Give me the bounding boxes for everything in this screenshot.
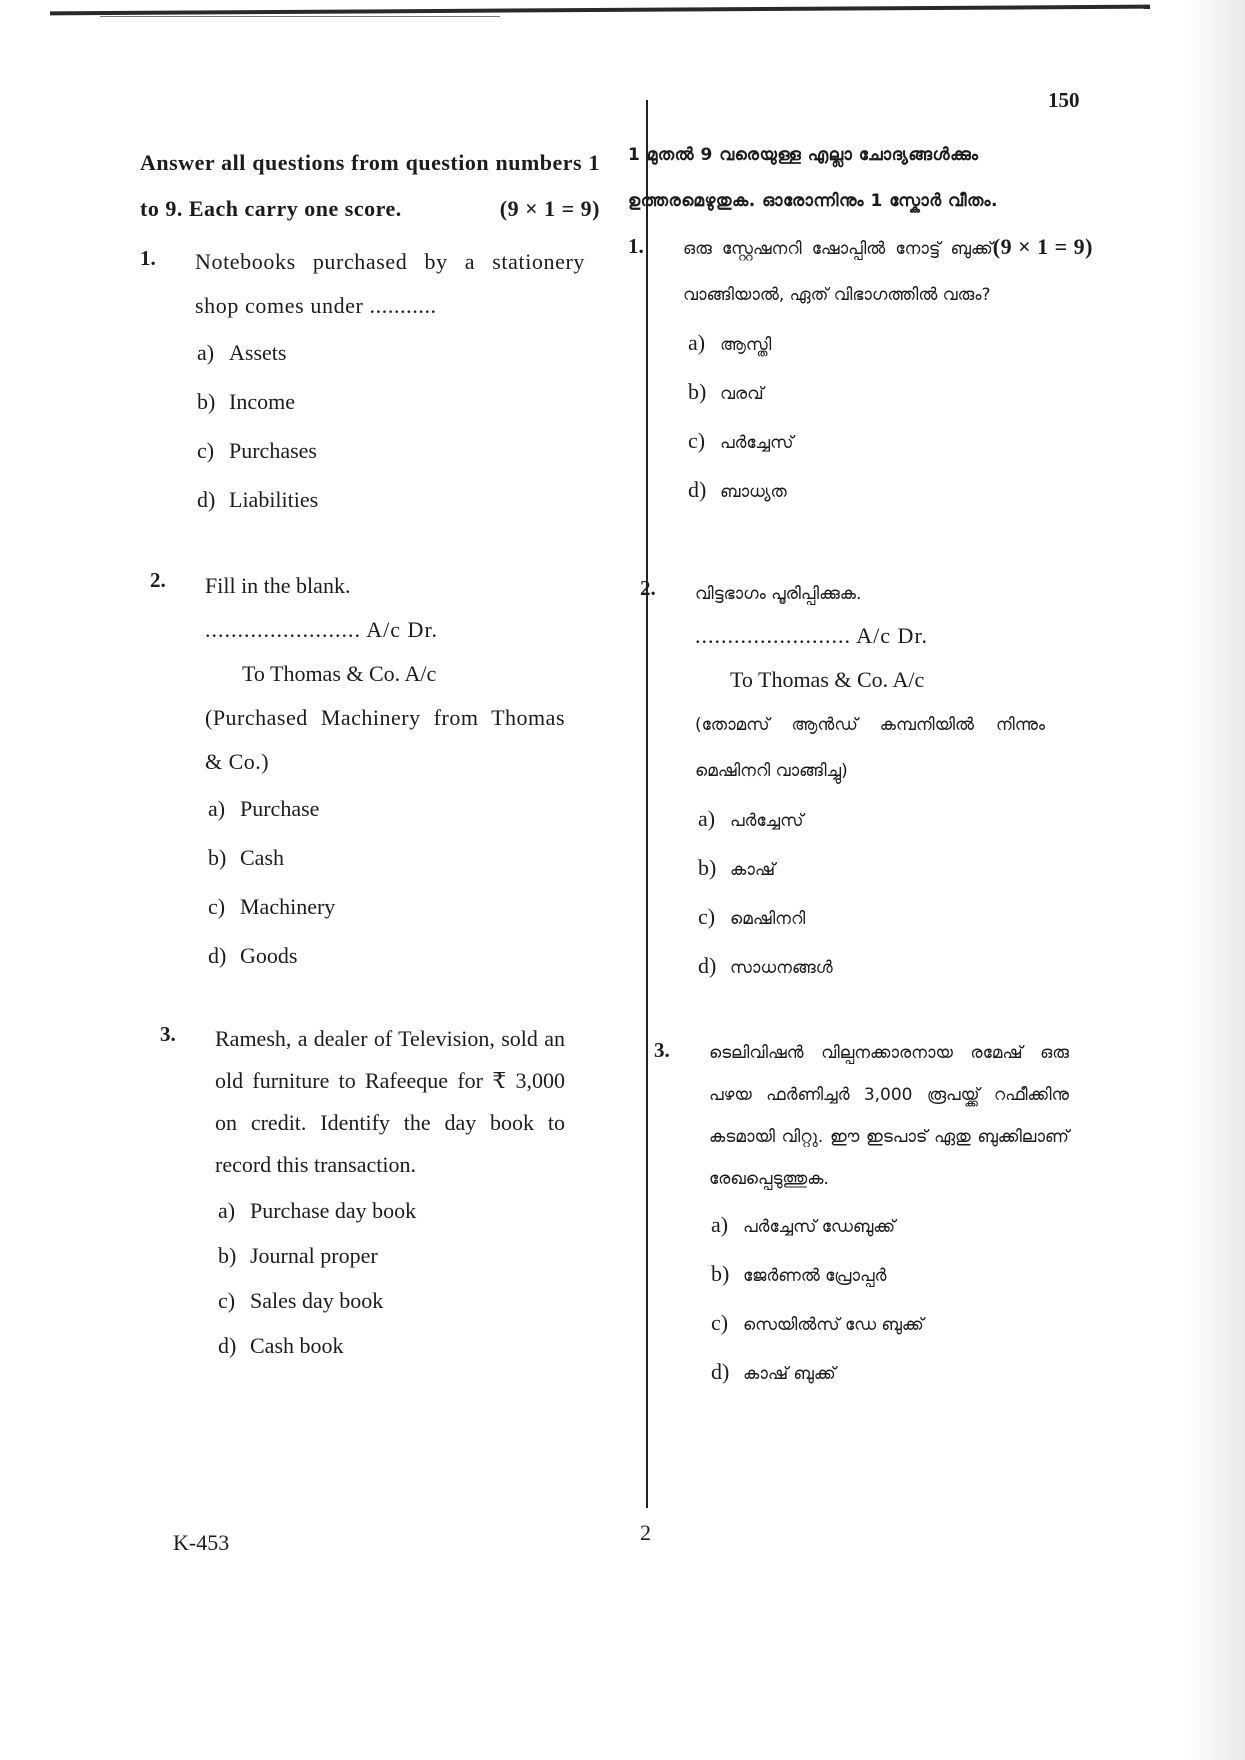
option-d[interactable]: d) Goods [208, 943, 298, 968]
malayalam-column [628, 132, 1098, 1396]
option-c[interactable]: c) മെഷിനറി [698, 904, 806, 929]
score-malayalam: (9 × 1 = 9) [992, 234, 1093, 259]
narration: (Purchased Machinery from Thomas & Co.) [205, 705, 565, 774]
scan-edge-line-thin [100, 16, 500, 17]
question-text: Notebooks purchased by a stationery shop comes under ........... [195, 249, 585, 318]
score-english: (9 × 1 = 9) [499, 196, 600, 221]
option-b[interactable]: b) കാഷ് [698, 855, 776, 880]
option-d[interactable]: d) സാധനങ്ങൾ [698, 953, 833, 978]
question-text: വിട്ടഭാഗം പൂരിപ്പിക്കുക. [695, 584, 862, 604]
option-c[interactable]: c) പർച്ചേസ് [688, 428, 794, 453]
option-a[interactable]: a) Purchase day book [218, 1198, 417, 1223]
option-c[interactable]: c) Purchases [197, 438, 317, 463]
question-2 [640, 574, 1098, 990]
narration: (തോമസ് ആൻഡ് കമ്പനിയിൽ നിന്നും മെഷിനറി വാങ്ങിച്ചു) [695, 715, 1045, 781]
options [688, 318, 1098, 514]
journal-entry-credit: To Thomas & Co. A/c [242, 661, 437, 686]
options [218, 1188, 610, 1368]
option-d[interactable]: d) Cash book [218, 1333, 344, 1358]
scan-edge-line [50, 5, 1150, 16]
question-3 [654, 1032, 1098, 1396]
option-a[interactable]: a) പർച്ചേസ് ഡേബുക്ക് [711, 1212, 896, 1237]
option-d[interactable]: d) കാഷ് ബുക്ക് [711, 1359, 836, 1384]
question-text: ഒരു സ്റ്റേഷനറി ഷോപ്പിൽ നോട്ട് ബുക്ക് വാങ്ങിയാൽ, ഏത് വിഭാഗത്തിൽ വരും? [683, 239, 993, 305]
question-text: Fill in the blank. [205, 573, 351, 598]
question-number: 3. [654, 1038, 670, 1062]
question-number: 1. [628, 234, 644, 258]
option-a[interactable]: a) Assets [197, 340, 287, 365]
option-c[interactable]: c) Machinery [208, 894, 336, 919]
question-1 [628, 226, 1098, 514]
question-number: 2. [150, 568, 166, 592]
journal-entry-debit: ........................ A/c Dr. [695, 623, 929, 648]
option-b[interactable]: b) Cash [208, 845, 284, 870]
option-a[interactable]: a) Purchase [208, 796, 320, 821]
options [197, 328, 610, 524]
option-a[interactable]: a) ആസ്തി [688, 330, 772, 355]
option-b[interactable]: b) Income [197, 389, 295, 414]
option-d[interactable]: d) ബാധ്യത [688, 477, 787, 502]
option-b[interactable]: b) ജേർണൽ പ്രോപ്പർ [711, 1261, 887, 1286]
question-text: Ramesh, a dealer of Television, sold an old furniture to Rafeeque for ₹ 3,000 on credit. Identify the day book to record this transaction. [215, 1026, 565, 1177]
instruction-text: Answer all questions from question numbers 1 to 9. Each carry one score. [140, 150, 600, 221]
option-d[interactable]: d) Liabilities [197, 487, 319, 512]
instruction-malayalam [628, 132, 1093, 259]
journal-entry-credit: To Thomas & Co. A/c [730, 667, 925, 692]
instruction-text: 1 മുതൽ 9 വരെയുള്ള എല്ലാ ചോദ്യങ്ങൾക്കും ഉത്തരമെഴുതുക. ഓരോന്നിനും 1 സ്കോർ വീതം. [628, 145, 998, 211]
question-3 [160, 1018, 610, 1368]
option-a[interactable]: a) പർച്ചേസ് [698, 806, 804, 831]
option-c[interactable]: c) സെയിൽസ് ഡേ ബുക്ക് [711, 1310, 924, 1335]
question-number: 3. [160, 1022, 176, 1046]
question-text: ടെലിവിഷൻ വില്പനക്കാരനായ രമേഷ് ഒരു പഴയ ഫർണിച്ചർ 3,000 രൂപയ്ക്ക് റഫീക്കിനു കടമായി വിറ്റു. ഈ ഇടപാട് ഏതു ബുക്കിലാണ് രേഖപ്പെടുത്തുക. [709, 1043, 1069, 1189]
journal-entry-debit: ........................ A/c Dr. [205, 617, 439, 642]
english-column [140, 140, 610, 1368]
options [711, 1200, 1098, 1396]
options [698, 794, 1098, 990]
instruction-english [140, 140, 600, 232]
question-2 [150, 564, 610, 980]
option-b[interactable]: b) വരവ് [688, 379, 764, 404]
options [208, 784, 610, 980]
option-c[interactable]: c) Sales day book [218, 1288, 384, 1313]
question-number: 2. [640, 576, 656, 600]
paper-code: K-453 [173, 1530, 230, 1555]
sheet-number: 2 [640, 1520, 651, 1545]
page-number: 150 [1048, 88, 1080, 112]
option-b[interactable]: b) Journal proper [218, 1243, 378, 1268]
question-number: 1. [140, 246, 156, 270]
question-1 [140, 240, 610, 524]
scan-shadow [1185, 0, 1245, 1760]
